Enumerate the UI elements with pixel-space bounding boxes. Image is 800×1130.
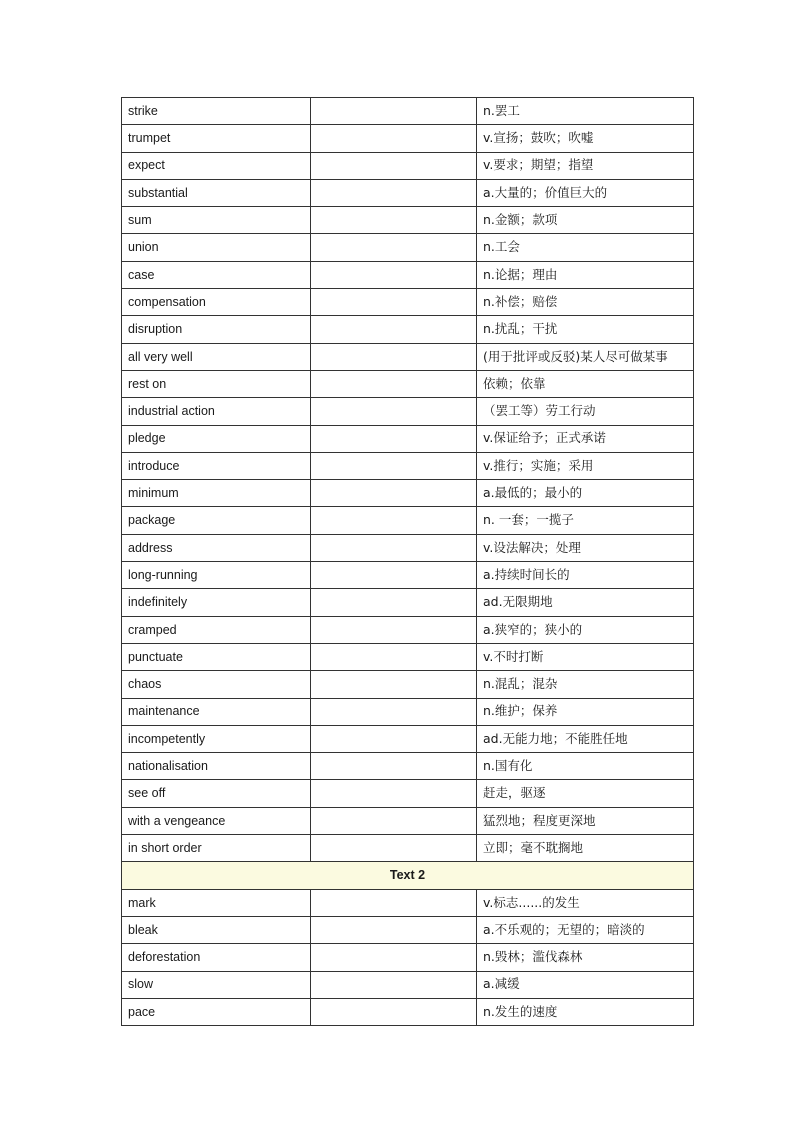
definition-cell: ad.无能力地；不能胜任地 (477, 725, 694, 752)
word-cell: sum (122, 207, 311, 234)
table-row (122, 807, 694, 834)
word-cell: all very well (122, 343, 311, 370)
word-cell: substantial (122, 179, 311, 206)
table-row (122, 480, 694, 507)
word-cell: in short order (122, 835, 311, 862)
definition-cell: n.论据；理由 (477, 261, 694, 288)
definition-cell: （罢工等）劳工行动 (477, 398, 694, 425)
table-row (122, 671, 694, 698)
table-row (122, 725, 694, 752)
definition-cell: n.毁林；滥伐森林 (477, 944, 694, 971)
definition-cell: n.扰乱；干扰 (477, 316, 694, 343)
definition-cell: n.混乱；混杂 (477, 671, 694, 698)
definition-cell: v.标志......的发生 (477, 889, 694, 916)
blank-cell (311, 671, 477, 698)
blank-cell (311, 698, 477, 725)
table-row (122, 152, 694, 179)
vocabulary-table (121, 97, 694, 1026)
blank-cell (311, 807, 477, 834)
blank-cell (311, 289, 477, 316)
table-row (122, 452, 694, 479)
definition-cell: (用于批评或反驳)某人尽可做某事 (477, 343, 694, 370)
table-row (122, 234, 694, 261)
word-cell: pledge (122, 425, 311, 452)
table-row (122, 916, 694, 943)
blank-cell (311, 179, 477, 206)
definition-cell: a.减缓 (477, 971, 694, 998)
definition-cell: a.大量的；价值巨大的 (477, 179, 694, 206)
table-row (122, 944, 694, 971)
table-row (122, 971, 694, 998)
blank-cell (311, 643, 477, 670)
table-row (122, 643, 694, 670)
definition-cell: v.设法解决；处理 (477, 534, 694, 561)
blank-cell (311, 152, 477, 179)
word-cell: mark (122, 889, 311, 916)
word-cell: package (122, 507, 311, 534)
blank-cell (311, 370, 477, 397)
word-cell: incompetently (122, 725, 311, 752)
blank-cell (311, 889, 477, 916)
table-row (122, 98, 694, 125)
word-cell: minimum (122, 480, 311, 507)
blank-cell (311, 261, 477, 288)
definition-cell: n.补偿；赔偿 (477, 289, 694, 316)
word-cell: indefinitely (122, 589, 311, 616)
word-cell: compensation (122, 289, 311, 316)
blank-cell (311, 589, 477, 616)
word-cell: cramped (122, 616, 311, 643)
blank-cell (311, 835, 477, 862)
blank-cell (311, 562, 477, 589)
word-cell: see off (122, 780, 311, 807)
word-cell: long-running (122, 562, 311, 589)
word-cell: expect (122, 152, 311, 179)
blank-cell (311, 944, 477, 971)
table-row (122, 398, 694, 425)
definition-cell: n.金额；款项 (477, 207, 694, 234)
table-row (122, 289, 694, 316)
table-row (122, 753, 694, 780)
blank-cell (311, 316, 477, 343)
blank-cell (311, 452, 477, 479)
table-row (122, 780, 694, 807)
section-title: Text 2 (122, 862, 694, 889)
blank-cell (311, 534, 477, 561)
table-row (122, 316, 694, 343)
blank-cell (311, 616, 477, 643)
definition-cell: n.维护；保养 (477, 698, 694, 725)
word-cell: punctuate (122, 643, 311, 670)
definition-cell: 立即；毫不耽搁地 (477, 835, 694, 862)
definition-cell: a.狭窄的；狭小的 (477, 616, 694, 643)
blank-cell (311, 398, 477, 425)
definition-cell: ad.无限期地 (477, 589, 694, 616)
table-row (122, 507, 694, 534)
table-row (122, 616, 694, 643)
table-row (122, 534, 694, 561)
blank-cell (311, 753, 477, 780)
table-row (122, 343, 694, 370)
blank-cell (311, 98, 477, 125)
table-row (122, 589, 694, 616)
word-cell: case (122, 261, 311, 288)
word-cell: nationalisation (122, 753, 311, 780)
blank-cell (311, 125, 477, 152)
definition-cell: v.保证给予；正式承诺 (477, 425, 694, 452)
definition-cell: a.不乐观的；无望的；暗淡的 (477, 916, 694, 943)
definition-cell: n.罢工 (477, 98, 694, 125)
table-row (122, 207, 694, 234)
word-cell: strike (122, 98, 311, 125)
table-row (122, 179, 694, 206)
definition-cell: n.工会 (477, 234, 694, 261)
definition-cell: 依赖；依靠 (477, 370, 694, 397)
definition-cell: 猛烈地；程度更深地 (477, 807, 694, 834)
word-cell: industrial action (122, 398, 311, 425)
blank-cell (311, 207, 477, 234)
blank-cell (311, 971, 477, 998)
table-row (122, 835, 694, 862)
word-cell: introduce (122, 452, 311, 479)
table-row (122, 425, 694, 452)
word-cell: with a vengeance (122, 807, 311, 834)
blank-cell (311, 425, 477, 452)
definition-cell: v.宣扬；鼓吹；吹嘘 (477, 125, 694, 152)
blank-cell (311, 998, 477, 1025)
word-cell: union (122, 234, 311, 261)
blank-cell (311, 507, 477, 534)
table-row (122, 562, 694, 589)
definition-cell: v.不时打断 (477, 643, 694, 670)
definition-cell: v.推行；实施；采用 (477, 452, 694, 479)
definition-cell: n.国有化 (477, 753, 694, 780)
definition-cell: a.持续时间长的 (477, 562, 694, 589)
word-cell: address (122, 534, 311, 561)
vocabulary-table-body (122, 98, 694, 1026)
table-row (122, 125, 694, 152)
word-cell: disruption (122, 316, 311, 343)
word-cell: rest on (122, 370, 311, 397)
word-cell: pace (122, 998, 311, 1025)
blank-cell (311, 916, 477, 943)
table-row (122, 370, 694, 397)
blank-cell (311, 780, 477, 807)
vocabulary-sheet (121, 97, 693, 1026)
table-row (122, 889, 694, 916)
blank-cell (311, 480, 477, 507)
blank-cell (311, 343, 477, 370)
definition-cell: a.最低的；最小的 (477, 480, 694, 507)
word-cell: maintenance (122, 698, 311, 725)
word-cell: bleak (122, 916, 311, 943)
blank-cell (311, 725, 477, 752)
word-cell: chaos (122, 671, 311, 698)
section-header-row (122, 862, 694, 889)
definition-cell: v.要求；期望；指望 (477, 152, 694, 179)
table-row (122, 698, 694, 725)
blank-cell (311, 234, 477, 261)
word-cell: trumpet (122, 125, 311, 152)
definition-cell: n. 一套；一揽子 (477, 507, 694, 534)
table-row (122, 261, 694, 288)
word-cell: slow (122, 971, 311, 998)
definition-cell: 赶走，驱逐 (477, 780, 694, 807)
word-cell: deforestation (122, 944, 311, 971)
table-row (122, 998, 694, 1025)
definition-cell: n.发生的速度 (477, 998, 694, 1025)
